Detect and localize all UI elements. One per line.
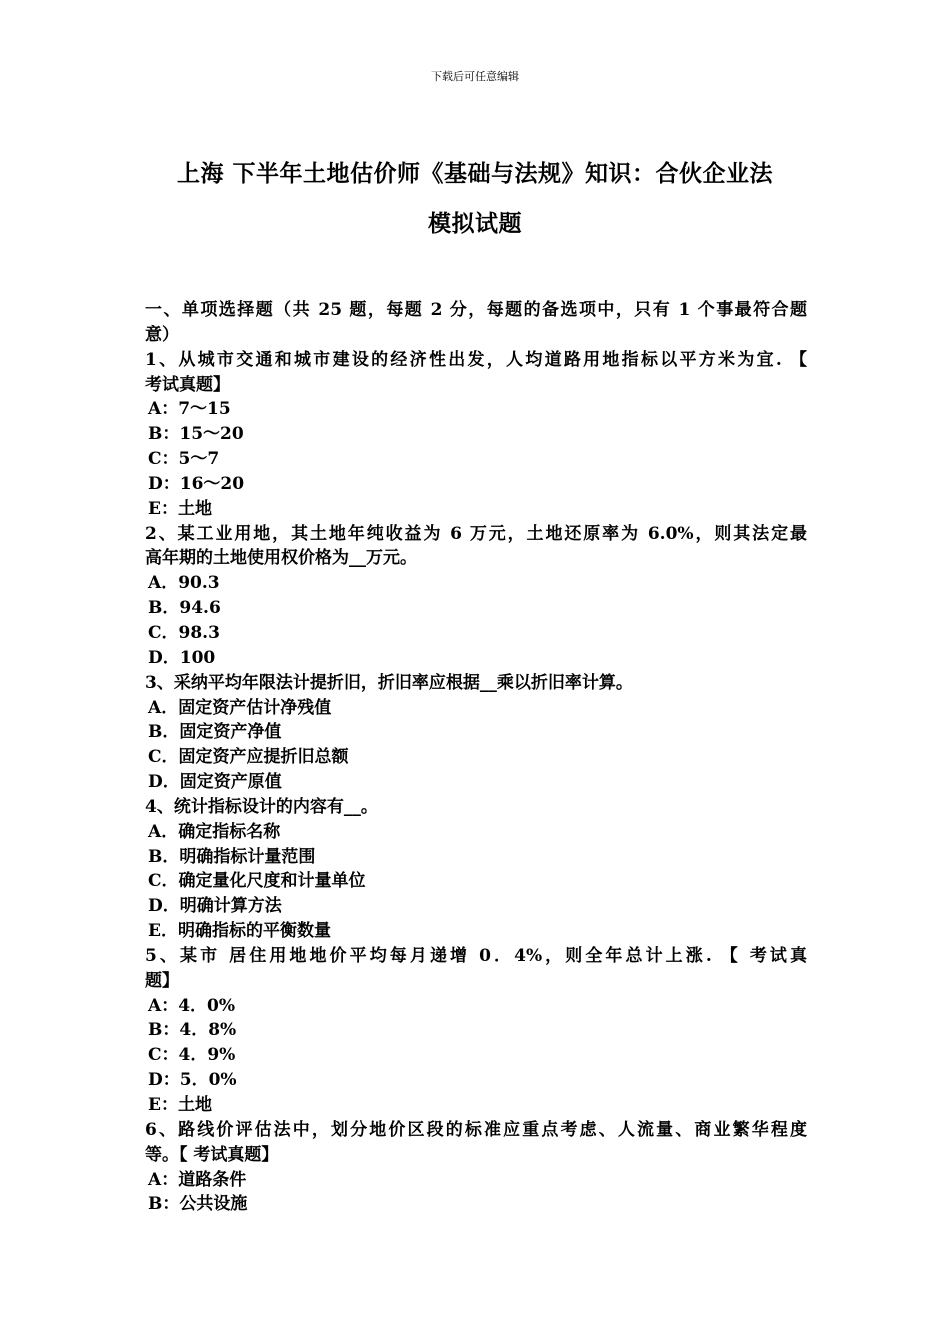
answer-option: D．明确计算方法 [148, 896, 282, 917]
answer-option: A．固定资产估计净残值 [148, 697, 332, 718]
question-stem-line: 等。【 考试真题】 [145, 1144, 279, 1165]
answer-option: C．98.3 [148, 622, 220, 643]
question-item [145, 522, 807, 671]
answer-option: B：15～20 [148, 424, 244, 445]
answer-option: B．固定资产净值 [148, 722, 282, 743]
question-item [145, 1118, 807, 1217]
answer-option: B．明确指标计量范围 [148, 846, 316, 867]
question-stem-line: 1、从城市交通和城市建设的经济性出发，人均道路用地指标以平方米为宜. 【 [145, 349, 807, 370]
answer-option: E：土地 [148, 498, 212, 519]
question-stem-line: 考试真题】 [145, 374, 230, 395]
question-stem-line: 2、某工业用地，其土地年纯收益为 6 万元，土地还原率为 6.0%，则其法定最 [145, 523, 807, 544]
question-stem-line: 高年期的土地使用权价格为__万元。 [145, 548, 417, 569]
answer-option: C：5～7 [148, 449, 220, 470]
answer-option: C．固定资产应提折旧总额 [148, 747, 349, 768]
answer-option: B：公共设施 [148, 1194, 248, 1215]
answer-option: E：土地 [148, 1095, 212, 1115]
section-heading-line-2: 意） [145, 324, 179, 345]
question-item [145, 348, 807, 522]
answer-option: A．90.3 [148, 573, 220, 594]
answer-option: D：16～20 [148, 473, 245, 494]
answer-option: B．94.6 [148, 598, 221, 619]
question-item [145, 795, 807, 944]
question-item [145, 944, 807, 1118]
answer-option: A：7～15 [148, 399, 231, 420]
question-stem-line: 6、路线价评估法中，划分地价区段的标准应重点考虑、人流量、商业繁华程度 [145, 1119, 807, 1140]
question-stem-line: 3、采纳平均年限法计提折旧，折旧率应根据__乘以折旧率计算。 [145, 672, 633, 693]
answer-option: B：4．8% [148, 1020, 237, 1041]
header-note: 下载后可任意编辑 [431, 70, 519, 83]
question-stem-line: 题】 [145, 970, 179, 991]
question-list [145, 298, 807, 1217]
answer-option: D．固定资产原值 [148, 772, 282, 793]
document-title-line-2: 模拟试题 [428, 210, 522, 237]
question-item [145, 671, 807, 795]
answer-option: A：道路条件 [148, 1169, 247, 1190]
question-stem-line: 5、某市 居住用地地价平均每月递增 0．4%，则全年总计上涨. 【 考试真 [145, 945, 807, 966]
answer-option: A：4．0% [148, 995, 236, 1016]
answer-option: C．确定量化尺度和计量单位 [148, 871, 366, 892]
question-stem-line: 4、统计指标设计的内容有__。 [145, 796, 378, 817]
answer-option: E．明确指标的平衡数量 [148, 921, 331, 942]
section-heading-line-1: 一、单项选择题（共 25 题，每题 2 分，每题的备选项中，只有 1 个事最符合题 [145, 300, 807, 320]
document-title-line-1: 上海 下半年土地估价师《基础与法规》知识：合伙企业法 [176, 160, 773, 187]
answer-option: D．100 [148, 647, 216, 668]
answer-option: D：5．0% [148, 1070, 237, 1091]
answer-option: C：4．9% [148, 1045, 236, 1066]
answer-option: A．确定指标名称 [148, 821, 281, 842]
